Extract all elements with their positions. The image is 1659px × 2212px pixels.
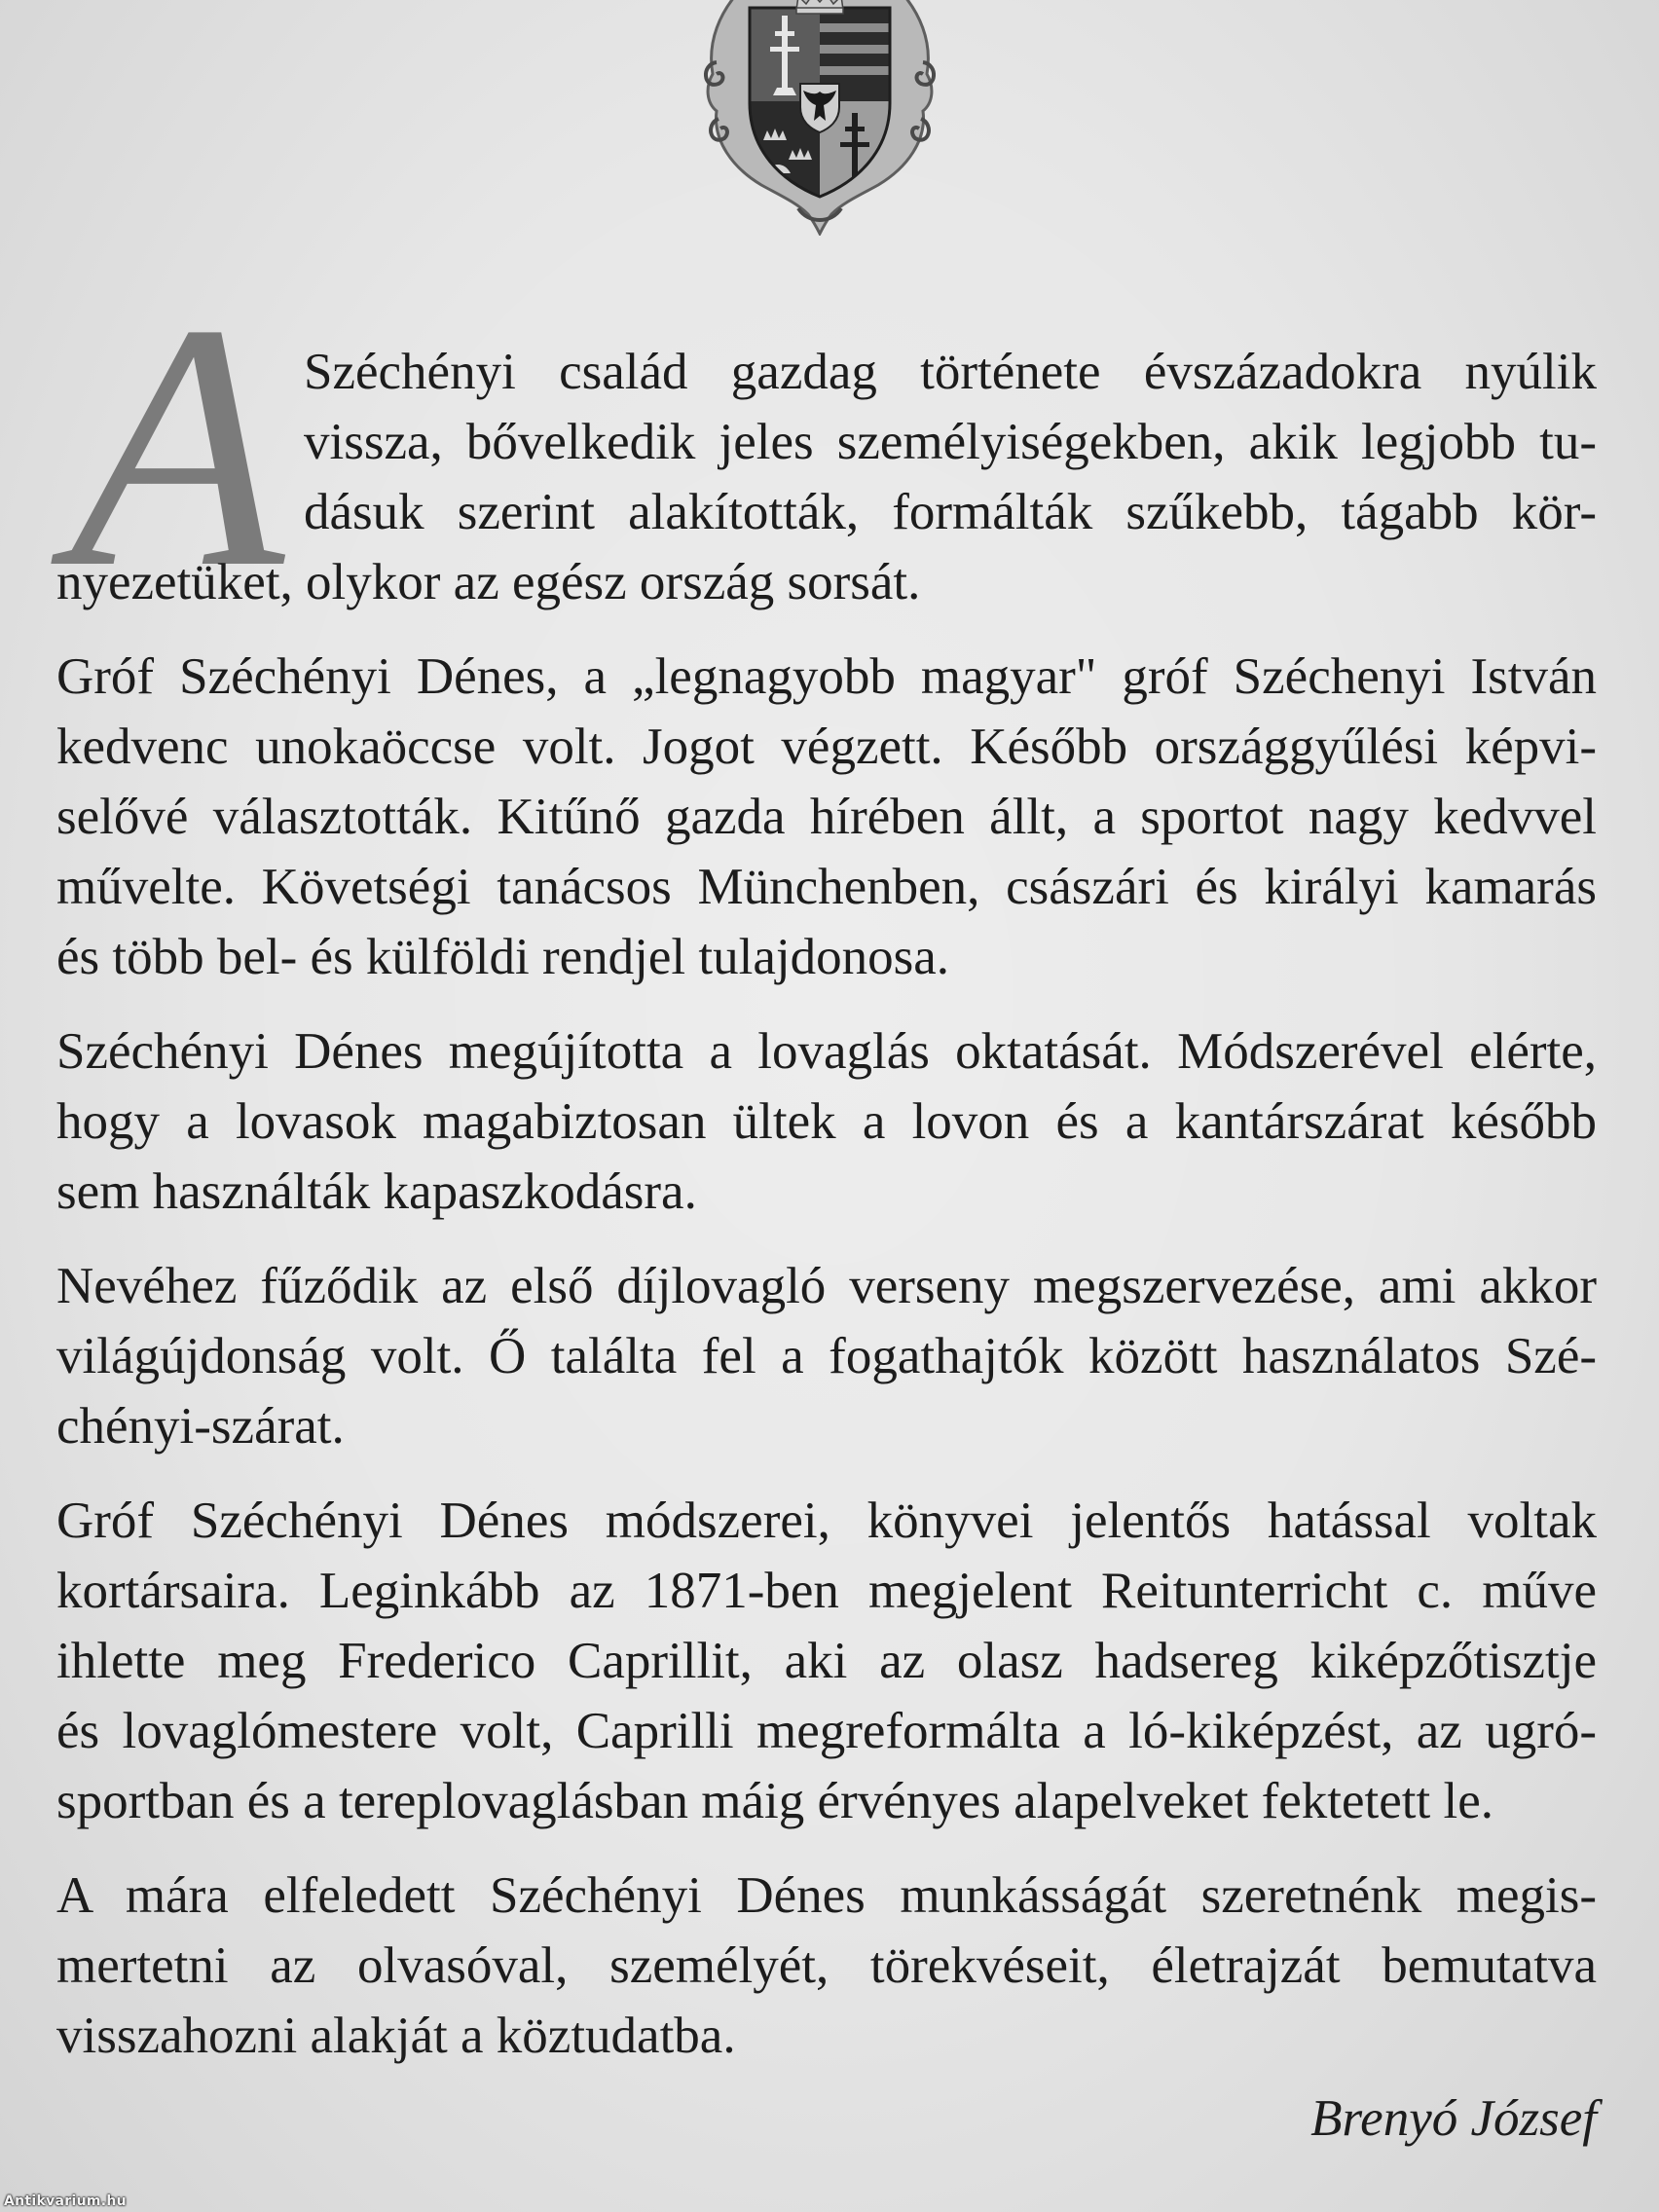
drop-cap: A [70, 251, 284, 640]
coat-of-arms-icon [703, 0, 937, 236]
text-line: Nevéhez fűződik az első díjlovagló verseny megszervezése, ami akkor [56, 1258, 1597, 1314]
text-line: dásuk szerint alakították, formálták szűkebb, tágabb kör- [304, 484, 1597, 540]
body-text [56, 337, 1597, 2154]
text-line: kortársaira. Leginkább az 1871-ben megjelent Reitunterricht c. műve [56, 1563, 1597, 1619]
text-line: Gróf Széchényi Dénes, a „legnagyobb magyar" gróf Széchenyi István [56, 648, 1597, 705]
paragraph [56, 1486, 1597, 1836]
text-line: és lovaglómestere volt, Caprilli megreformálta a ló-kiképzést, az ugró- [56, 1703, 1597, 1759]
text-line: és több bel- és külföldi rendjel tulajdonosa. [56, 929, 949, 985]
text-line: világújdonság volt. Ő találta fel a fogathajtók között használatos Szé- [56, 1328, 1597, 1384]
paragraph [56, 1861, 1597, 2071]
text-line: selővé választották. Kitűnő gazda hírében állt, a sportot nagy kedvvel [56, 789, 1597, 845]
text-line: sportban és a tereplovaglásban máig érvényes alapelveket fektetett le. [56, 1773, 1494, 1829]
text-line: vissza, bővelkedik jeles személyiségekben, akik legjobb tu- [304, 414, 1597, 470]
text-line: Széchényi Dénes megújította a lovaglás oktatását. Módszerével elérte, [56, 1023, 1597, 1080]
author-signature: Brenyó József [1310, 2090, 1597, 2147]
text-line: visszahozni alakját a köztudatba. [56, 2008, 736, 2064]
text-line: hogy a lovasok magabiztosan ültek a lovon és a kantárszárat később [56, 1093, 1597, 1150]
text-line: művelte. Követségi tanácsos Münchenben, császári és királyi kamarás [56, 859, 1597, 915]
text-line: ihlette meg Frederico Caprillit, aki az olasz hadsereg kiképzőtisztje [56, 1633, 1597, 1689]
paragraph [56, 1251, 1597, 1461]
text-line: Gróf Széchényi Dénes módszerei, könyvei jelentős hatással voltak [56, 1493, 1597, 1549]
text-line: nyezetüket, olykor az egész ország sorsát. [56, 554, 921, 610]
text-line: Széchényi család gazdag története évszázadokra nyúlik [304, 344, 1597, 400]
text-line: sem használták kapaszkodásra. [56, 1163, 697, 1220]
text-line: kedvenc unokaöccse volt. Jogot végzett. Később országgyűlési képvi- [56, 719, 1597, 775]
crown-icon [796, 0, 843, 14]
paragraph [56, 1016, 1597, 1227]
text-line: chényi-szárat. [56, 1398, 345, 1455]
paragraph [56, 642, 1597, 992]
paragraph [56, 337, 1597, 617]
text-line: mertetni az olvasóval, személyét, törekvéseit, életrajzát bemutatva [56, 1937, 1597, 1994]
text-line: A mára elfeledett Széchényi Dénes munkásságát szeretnénk megis- [56, 1867, 1597, 1924]
watermark: Antikvarium.hu [4, 2194, 127, 2209]
